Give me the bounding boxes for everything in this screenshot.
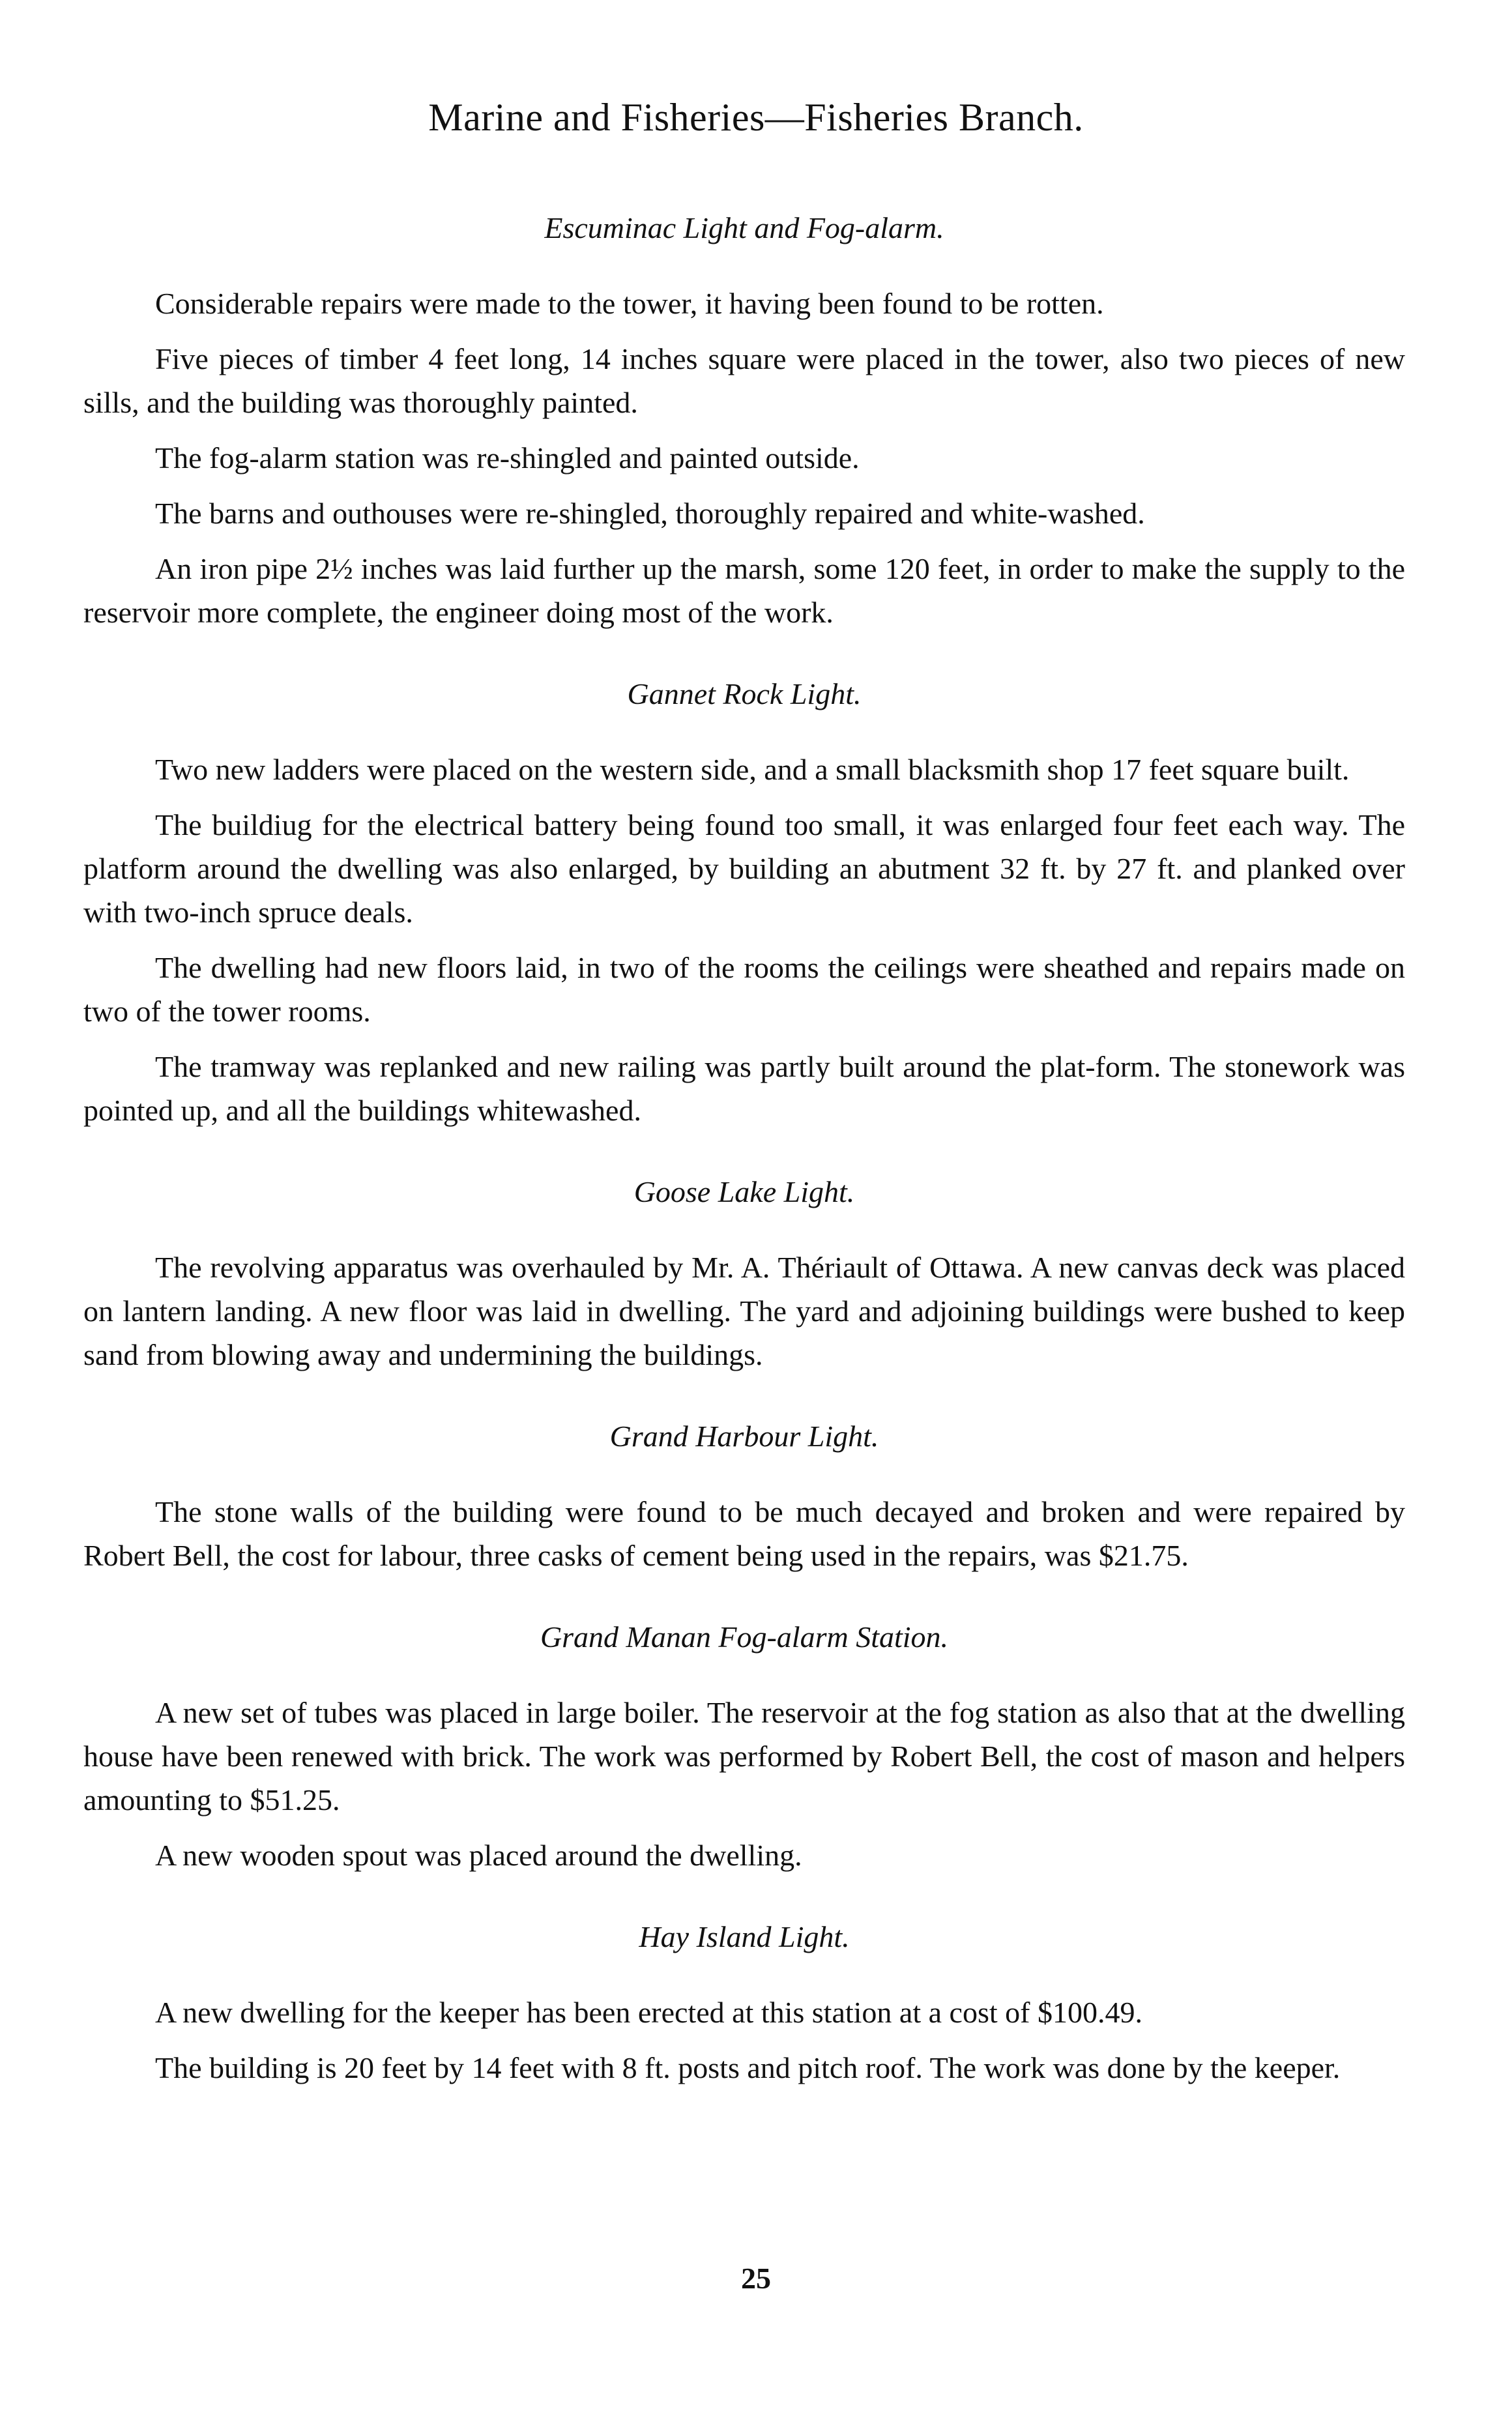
section-heading-escuminac: Escuminac Light and Fog-alarm. [544,211,944,244]
paragraph: The stone walls of the building were found to be much decayed and broken and were repaired by Robert Bell, the cost for labour, three casks of cement being used in the repairs, was $21.75. [83,1495,1405,1572]
section-heading-gannet-rock: Gannet Rock Light. [627,677,862,710]
running-head: Marine and Fisheries—Fisheries Branch. [428,96,1084,139]
paragraph: The building is 20 feet by 14 feet with 8 ft. posts and pitch roof. The work was done by the keeper. [155,2051,1341,2084]
paragraph: A new wooden spout was placed around the dwelling. [155,1839,802,1872]
section-heading-grand-harbour: Grand Harbour Light. [609,1420,879,1453]
section-heading-hay-island: Hay Island Light. [639,1920,850,1953]
body-text [83,209,1405,2101]
paragraph: The tramway was replanked and new railing was partly built around the plat-form. The stonework was pointed up, and all the buildings whitewashed. [83,1050,1405,1127]
paragraph: The barns and outhouses were re-shingled, thoroughly repaired and white-washed. [155,497,1145,530]
paragraph: Considerable repairs were made to the tower, it having been found to be rotten. [155,287,1104,320]
paragraph: A new dwelling for the keeper has been erected at this station at a cost of $100.49. [155,1996,1142,2029]
paragraph: A new set of tubes was placed in large boiler. The reservoir at the fog station as also that at the dwelling house have been renewed with brick. The work was performed by Robert Bell, the cost of mason and helpers amounting to $51.25. [83,1696,1405,1816]
paragraph: An iron pipe 2½ inches was laid further up the marsh, some 120 feet, in order to make the supply to the reservoir more complete, the engineer doing most of the work. [83,552,1405,629]
paragraph: The fog-alarm station was re-shingled and painted outside. [155,441,860,474]
paragraph: The revolving apparatus was overhauled by Mr. A. Thériault of Ottawa. A new canvas deck was placed on lantern landing. A new floor was laid in dwelling. The yard and adjoining buildings were bushed to keep sand from blowing away and undermining the buildings. [83,1251,1405,1371]
section-heading-goose-lake: Goose Lake Light. [633,1175,855,1208]
paragraph: Two new ladders were placed on the western side, and a small blacksmith shop 17 feet square built. [155,753,1350,786]
paragraph: The dwelling had new floors laid, in two of the rooms the ceilings were sheathed and repairs made on two of the tower rooms. [83,951,1405,1028]
section-heading-grand-manan: Grand Manan Fog-alarm Station. [540,1620,949,1654]
paragraph: Five pieces of timber 4 feet long, 14 inches square were placed in the tower, also two pieces of new sills, and the building was thoroughly painted. [83,342,1405,419]
paragraph: The buildiug for the electrical battery being found too small, it was enlarged four feet each way. The platform around the dwelling was also enlarged, by building an abutment 32 ft. by 27 ft. and planked over with two-inch spruce deals. [83,808,1405,929]
page-number: 25 [741,2262,771,2295]
